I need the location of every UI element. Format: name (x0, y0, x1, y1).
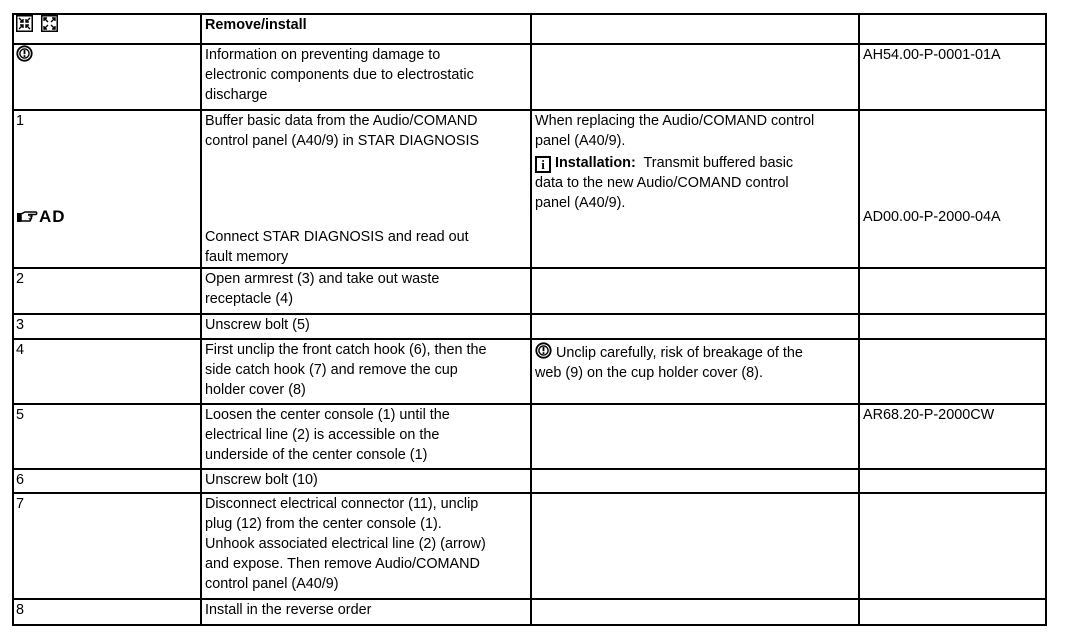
reference-cell (859, 599, 1046, 625)
instruction-line: and expose. Then remove Audio/COMAND (205, 556, 480, 572)
note-line: panel (A40/9). (535, 195, 626, 211)
instruction-line: Unscrew bolt (5) (201, 314, 531, 339)
instruction-line: control panel (A40/9) in STAR DIAGNOSIS (205, 133, 480, 149)
note-line: When replacing the Audio/COMAND control (535, 113, 815, 129)
instruction-line: Information on preventing damage to (205, 47, 441, 63)
step-number: 2 (13, 268, 201, 314)
reference-cell[interactable] (859, 44, 1046, 110)
instruction-cell (201, 44, 531, 110)
notes-cell (531, 404, 859, 469)
ad-label: AD (39, 207, 66, 226)
table-row (13, 469, 1046, 493)
instruction-line: Install in the reverse order (201, 599, 531, 625)
instruction-line: Unscrew bolt (10) (201, 469, 531, 493)
step-cell (13, 110, 201, 268)
step-number: 1 (16, 113, 25, 129)
instruction-line: discharge (205, 87, 268, 103)
instruction-cell (201, 268, 531, 314)
instruction-cell (201, 339, 531, 404)
note-line: data to the new Audio/COMAND control (535, 175, 789, 191)
instruction-line: Connect STAR DIAGNOSIS and read out (205, 229, 469, 245)
reference-cell[interactable] (859, 110, 1046, 268)
instruction-line: Open armrest (3) and take out waste (205, 271, 440, 287)
instruction-line: Buffer basic data from the Audio/COMAND (205, 113, 478, 129)
reference-link[interactable]: AR68.20-P-2000CW (863, 407, 995, 423)
reference-link[interactable]: AD00.00-P-2000-04A (863, 209, 1001, 225)
info-icon: i (535, 156, 551, 173)
instruction-cell (201, 493, 531, 599)
note-line: Unclip carefully, risk of breakage of the (556, 345, 803, 361)
table-row (13, 268, 1046, 314)
instruction-line: electronic components due to electrostatic (205, 67, 474, 83)
notes-cell (531, 110, 859, 268)
table-header-row (13, 14, 1046, 44)
spacer (205, 151, 528, 227)
instruction-line: fault memory (205, 249, 289, 265)
note-line: Transmit buffered basic (643, 155, 794, 171)
table-row (13, 599, 1046, 625)
table-row (13, 339, 1046, 404)
instruction-line: control panel (A40/9) (205, 576, 339, 592)
instruction-line: Loosen the center console (1) until the (205, 407, 450, 423)
step-number: 3 (13, 314, 201, 339)
arrows-expand-icon[interactable] (41, 15, 58, 32)
arrows-collapse-icon[interactable] (16, 15, 33, 32)
spacer (16, 131, 198, 207)
reference-cell (859, 339, 1046, 404)
step-number: 7 (13, 493, 201, 599)
instruction-line: side catch hook (7) and remove the cup (205, 362, 458, 378)
step-number: 4 (13, 339, 201, 404)
table-row (13, 404, 1046, 469)
instruction-line: First unclip the front catch hook (6), then the (205, 342, 487, 358)
instruction-line: Unhook associated electrical line (2) (arrow) (205, 536, 486, 552)
step-cell (13, 44, 201, 110)
caution-icon (16, 45, 33, 62)
instruction-line: electrical line (2) is accessible on the (205, 427, 440, 443)
step-number: 6 (13, 469, 201, 493)
instruction-line: plug (12) from the center console (1). (205, 516, 442, 532)
caution-icon (535, 342, 552, 359)
notes-cell (531, 339, 859, 404)
procedure-table (12, 13, 1047, 626)
reference-cell (859, 493, 1046, 599)
instruction-line: receptacle (4) (205, 291, 293, 307)
reference-cell[interactable] (859, 404, 1046, 469)
pointing-hand-icon (16, 210, 38, 224)
notes-cell (531, 314, 859, 339)
table-row (13, 110, 1046, 268)
reference-cell (859, 314, 1046, 339)
step-number: 5 (13, 404, 201, 469)
header-ref-cell (859, 14, 1046, 44)
notes-cell (531, 268, 859, 314)
notes-cell (531, 493, 859, 599)
header-icons-cell (13, 14, 201, 44)
installation-label: Installation: (555, 155, 636, 171)
notes-cell (531, 44, 859, 110)
note-line: web (9) on the cup holder cover (8). (535, 365, 763, 381)
ad-marker[interactable] (16, 207, 66, 227)
instruction-cell (201, 404, 531, 469)
instruction-cell (201, 110, 531, 268)
reference-cell (859, 268, 1046, 314)
spacer (863, 111, 1043, 207)
instruction-line: holder cover (8) (205, 382, 306, 398)
instruction-line: Disconnect electrical connector (11), unclip (205, 496, 479, 512)
reference-cell (859, 469, 1046, 493)
notes-cell (531, 599, 859, 625)
reference-link[interactable]: AH54.00-P-0001-01A (863, 47, 1001, 63)
step-number: 8 (13, 599, 201, 625)
instruction-line: underside of the center console (1) (205, 447, 428, 463)
table-row (13, 314, 1046, 339)
header-remove-install: Remove/install (201, 14, 531, 44)
notes-cell (531, 469, 859, 493)
note-line: panel (A40/9). (535, 133, 626, 149)
header-notes-cell (531, 14, 859, 44)
table-row (13, 493, 1046, 599)
table-row (13, 44, 1046, 110)
caution-note (535, 342, 856, 363)
installation-note (535, 153, 856, 173)
